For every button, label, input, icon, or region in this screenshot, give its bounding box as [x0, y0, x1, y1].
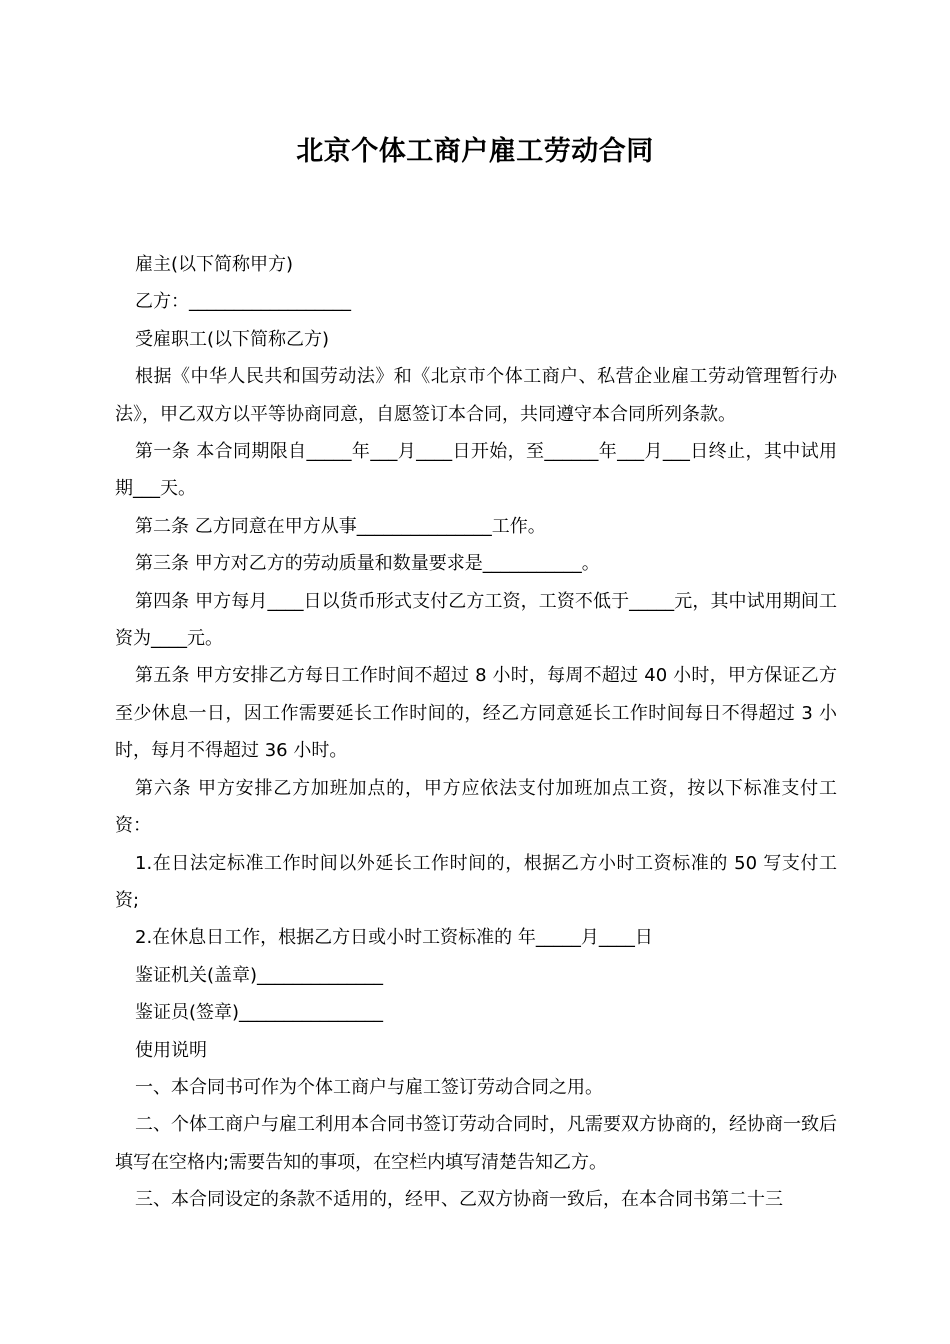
paragraph-article-5: 第五条 甲方安排乙方每日工作时间不超过 8 小时，每周不超过 40 小时，甲方保证乙方至少休息一日，因工作需要延长工作时间的，经乙方同意延长工作时间每日不得超过 3 小时，每月不得超过 36 小时。	[115, 665, 837, 762]
paragraph-usage-3: 三、本合同设定的条款不适用的，经甲、乙双方协商一致后，在本合同书第二十三	[135, 1189, 783, 1211]
paragraph-usage-2: 二、个体工商户与雇工利用本合同书签订劳动合同时，凡需要双方协商的，经协商一致后填写在空格内;需要告知的事项，在空栏内填写清楚告知乙方。	[115, 1114, 837, 1173]
paragraph-article-6: 第六条 甲方安排乙方加班加点的，甲方应依法支付加班加点工资，按以下标准支付工资：	[115, 777, 837, 837]
paragraph-usage-1: 一、本合同书可作为个体工商户与雇工签订劳动合同之用。	[135, 1076, 603, 1098]
document-title: 北京个体工商户雇工劳动合同	[296, 136, 654, 167]
paragraph-party-b-line: 乙方：__________________	[135, 291, 351, 313]
paragraph-item-2: 2.在休息日工作，根据乙方日或小时工资标准的 年_____月____日	[135, 927, 653, 949]
paragraph-article-4: 第四条 甲方每月____日以货币形式支付乙方工资，工资不低于_____元，其中试用期间工资为____元。	[115, 590, 837, 650]
paragraph-usage-heading: 使用说明	[135, 1039, 207, 1061]
paragraph-verifier-signature: 鉴证员(签章)________________	[135, 1002, 384, 1024]
paragraph-article-2: 第二条 乙方同意在甲方从事_______________工作。	[135, 515, 546, 537]
document-body	[115, 246, 837, 1219]
paragraph-preamble: 根据《中华人民共和国劳动法》和《北京市个体工商户、私营企业雇工劳动管理暂行办法》，甲乙双方以平等协商同意，自愿签订本合同，共同遵守本合同所列条款。	[115, 366, 837, 425]
paragraph-article-1: 第一条 本合同期限自_____年___月____日开始，至______年___月___日终止，其中试用期___天。	[115, 441, 837, 500]
paragraph-article-3: 第三条 甲方对乙方的劳动质量和数量要求是___________。	[135, 553, 600, 575]
paragraph-employee: 受雇职工(以下简称乙方)	[135, 328, 330, 350]
paragraph-authority-seal: 鉴证机关(盖章)______________	[135, 964, 384, 986]
paragraph-item-1: 1.在日法定标准工作时间以外延长工作时间的，根据乙方小时工资标准的 50 写支付工资;	[115, 852, 837, 911]
paragraph-employer: 雇主(以下简称甲方)	[135, 254, 294, 275]
